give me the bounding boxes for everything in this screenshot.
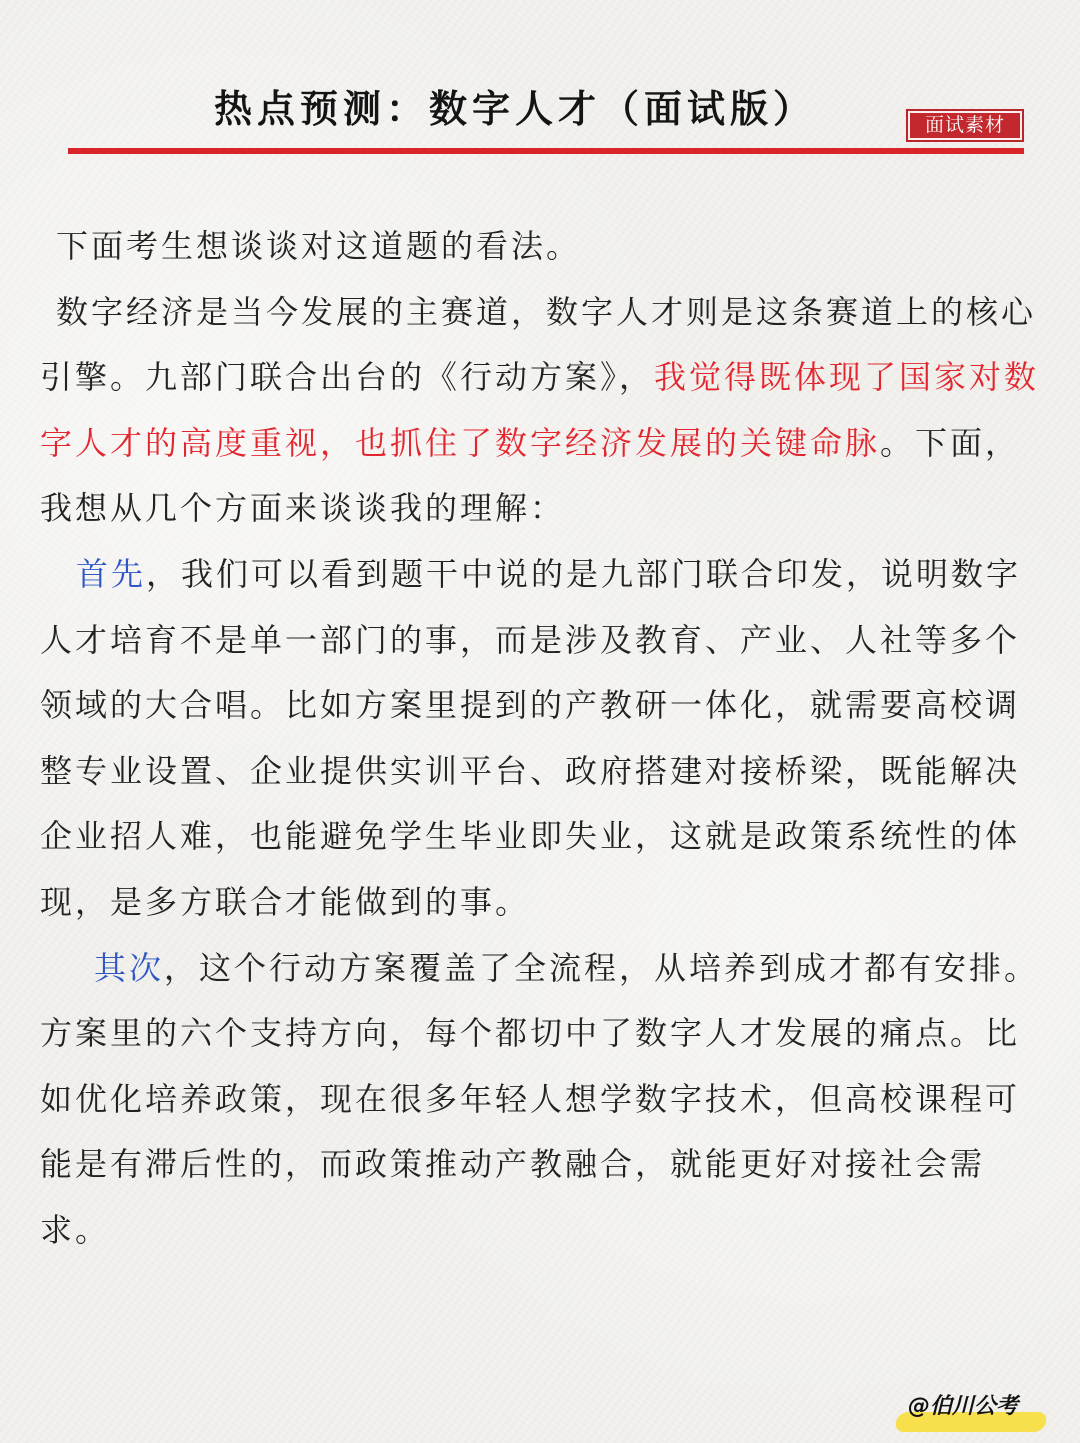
title-underline <box>68 148 1024 154</box>
page-title: 热点预测：数字人才（面试版） <box>213 87 816 131</box>
second-marker: 其次 <box>94 948 165 987</box>
overview-text: 数字经济是当今发展的主赛道，数字人才则是这条赛道上的核心引擎。九部门联合出台的《行动方案》， <box>40 292 1037 397</box>
paragraph-first <box>40 542 1040 936</box>
paragraph-overview <box>40 280 1040 542</box>
second-text: ，这个行动方案覆盖了全流程，从培养到成才都有安排。方案里的六个支持方向，每个都切中了数字人才发展的痛点。比如优化培养政策，现在很多年轻人想学数字技术，但高校课程可能是有滞后性的，而政策推动产教融合，就能更好对接社会需求。 <box>40 948 1040 1249</box>
highlight-red-text: 我觉得既体现了国家对数字人才的高度重视，也抓住了数字经济发展的关键命脉 <box>40 358 1040 462</box>
tag-stamp <box>906 109 1024 142</box>
intro-paragraph <box>40 214 1040 280</box>
first-marker: 首先 <box>76 554 147 593</box>
article-body <box>40 214 1040 1264</box>
overview-text-end: 。下面，我想从几个方面来谈谈我的理解： <box>40 423 1021 528</box>
author-signature: @伯川公考 <box>908 1394 1019 1419</box>
intro-text: 下面考生想谈谈对这道题的看法。 <box>56 227 582 265</box>
first-text: ，我们可以看到题干中说的是九部门联合印发，说明数字人才培育不是单一部门的事，而是涉及教育、产业、人社等多个领域的大合唱。比如方案里提到的产教研一体化，就需要高校调整专业设置、企业提供实训平台、政府搭建对接桥梁，既能解决企业招人难，也能避免学生毕业即失业，这就是政策系统性的体现，是多方联合才能做到的事。 <box>40 554 1022 921</box>
tag-label: 面试素材 <box>910 113 1020 138</box>
paragraph-second <box>40 936 1040 1264</box>
